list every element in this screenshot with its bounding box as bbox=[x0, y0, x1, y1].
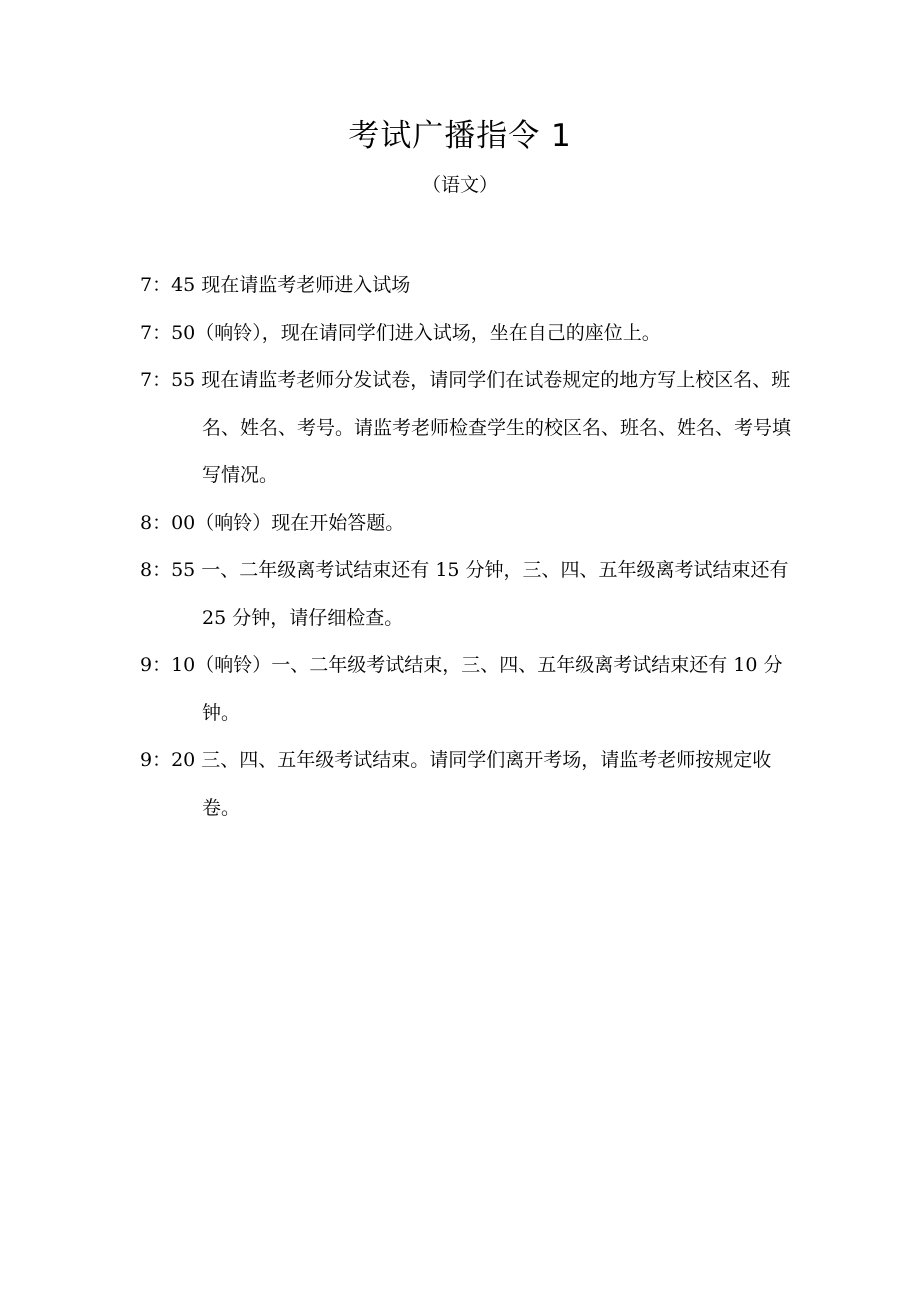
instruction-item: 9：10（响铃）一、二年级考试结束，三、四、五年级离考试结束还有 10 分钟。 bbox=[140, 654, 783, 724]
instruction-list bbox=[140, 262, 800, 832]
instruction-item: 7：45 现在请监考老师进入试场 bbox=[140, 274, 411, 296]
instruction-item: 8：55 一、二年级离考试结束还有 15 分钟，三、四、五年级离考试结束还有 25 分钟，请仔细检查。 bbox=[140, 559, 789, 629]
document-subtitle: （语文） bbox=[421, 174, 498, 196]
instruction-item: 8：00（响铃）现在开始答题。 bbox=[140, 511, 405, 534]
instruction-item: 7：55 现在请监考老师分发试卷，请同学们在试卷规定的地方写上校区名、班名、姓名、考号。请监考老师检查学生的校区名、班名、姓名、考号填写情况。 bbox=[140, 369, 792, 486]
document-title: 考试广播指令 1 bbox=[348, 118, 572, 154]
instruction-item: 7：50（响铃），现在请同学们进入试场，坐在自己的座位上。 bbox=[140, 321, 661, 344]
instruction-item: 9：20 三、四、五年级考试结束。请同学们离开考场，请监考老师按规定收卷。 bbox=[140, 749, 772, 819]
